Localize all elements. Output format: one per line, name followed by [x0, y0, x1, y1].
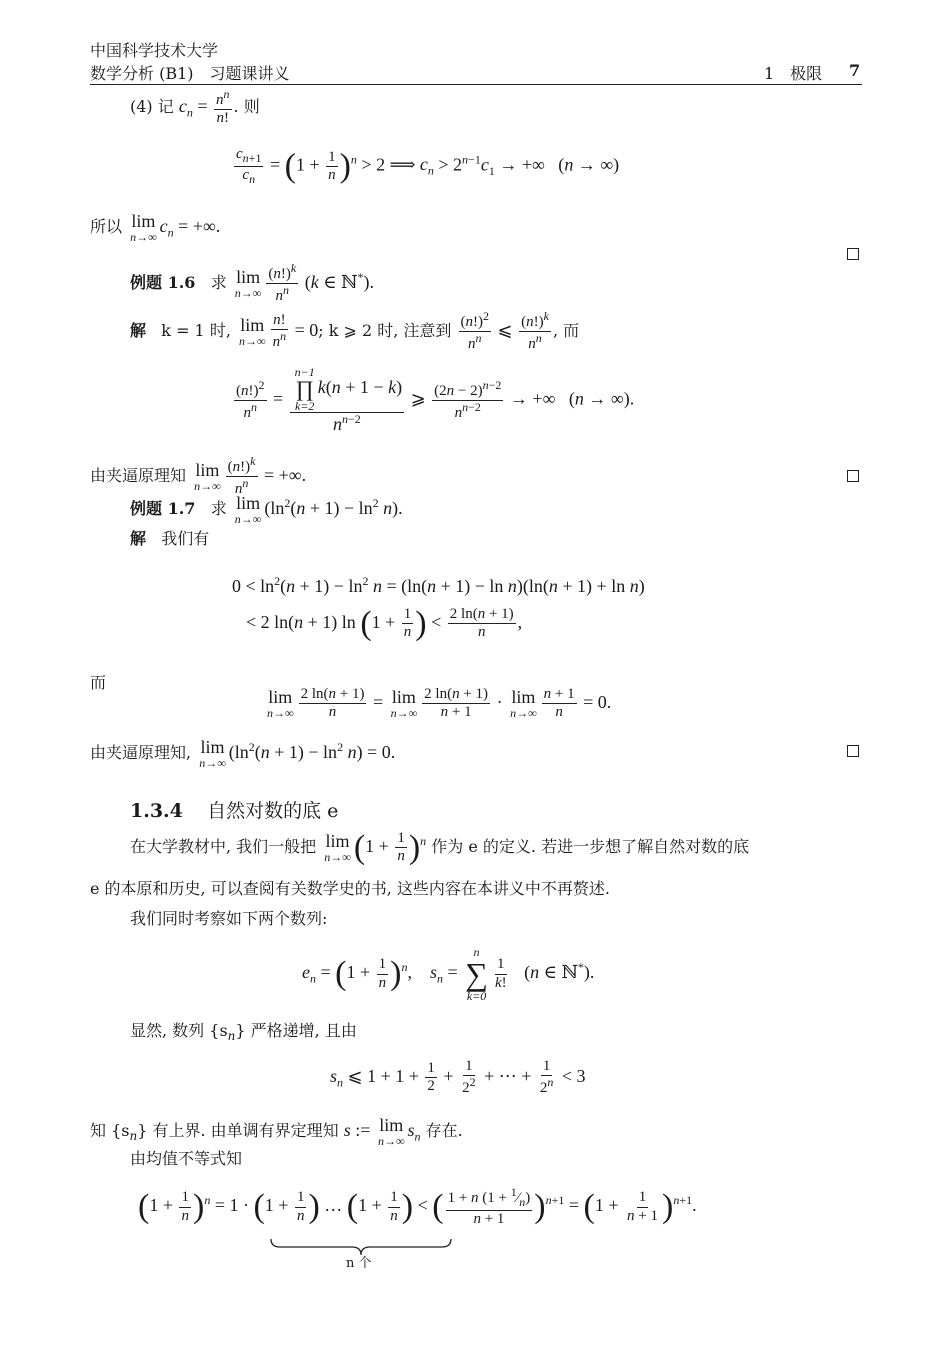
- example-1-7-inequality-line1: $0 < \ln^2(n + 1) - \ln^2 n = (\ln(n + 1) - \ln n)(\ln(n + 1) + \ln n)$: [232, 574, 645, 596]
- qed-box: [847, 745, 859, 757]
- paragraph-3-part-a: 显然, 数列 {s: [130, 1021, 228, 1040]
- item4-conclusion: 所以 lim n→∞ $c_n$ = +∞.: [90, 211, 221, 244]
- section-paragraph-1: 在大学教材中, 我们一般把 lim n→∞ (1 + $\frac{1}{n}$ )$^n$ 作为 e 的定义. 若进一步想了解自然对数的底: [130, 828, 750, 866]
- paragraph-3: 显然, 数列 $\{s_n\}$ 严格递增, 且由: [130, 1021, 357, 1044]
- solution-and: , 而: [552, 320, 580, 340]
- example-1-7-ask: 求: [210, 498, 227, 518]
- example-1-6-conclusion-text: 由夹逼原理知: [90, 465, 187, 485]
- paragraph-3-part-b: } 严格递增, 且由: [235, 1021, 357, 1040]
- section-number: 1.3.4: [130, 800, 183, 822]
- item4-ratio-formula: $\frac{c_{n+1}}{c_n}$ = (1 + $\frac{1}{n}$ )$^n$ > 2 ⟹ $c_n > 2^{n-1}c_1$ → +∞ (n → ∞): [236, 146, 620, 186]
- example-1-6-solution: 解 k = 1 时, lim n→∞ $\frac{n!}{n^n}$ = 0; k ⩾ 2 时, 注意到 $\frac{(n!)^2}{n^n}$ ⩽ $\frac{(n!)^k}{n^n}$ , 而: [130, 309, 580, 353]
- paragraph-4-part-a: 知 {s: [90, 1120, 130, 1140]
- example-1-7-limit-formula: lim n→∞ $\frac{2 \ln(n + 1)}{n}$ = lim n→∞ $\frac{2 \ln(n + 1)}{n + 1}$ · lim n→∞ $\frac{n + 1}{n}$ = 0.: [267, 686, 612, 721]
- example-1-7-inequality-line2: < 2 ln(n + 1) ln (1 + $\frac{1}{n}$ ) < $\frac{2 \ln(n + 1)}{n}$ ,: [246, 604, 523, 642]
- example-1-7-label: 例题 1.7: [130, 498, 196, 518]
- item4-conclusion-text: 所以: [90, 216, 123, 236]
- paragraph-4-part-b: } 有上界. 由单调有界定理知: [137, 1120, 339, 1140]
- qed-box: [847, 470, 859, 482]
- paragraph-1-part-c: e 的本原和历史, 可以查阅有关数学史的书, 这些内容在本讲义中不再赘述.: [90, 879, 610, 898]
- paragraph-1-part-a: 在大学教材中, 我们一般把: [130, 836, 317, 856]
- header-chapter: 1 极限: [764, 64, 823, 83]
- sn-bound-formula: $s_n$ ⩽ 1 + 1 + $\frac{1}{2}$ + $\frac{1}{2^2}$ + ⋯ + $\frac{1}{2^n}$ < 3: [330, 1058, 586, 1097]
- paragraph-1-part-b: 作为 e 的定义. 若进一步想了解自然对数的底: [431, 836, 750, 856]
- solution-case-k2: ; k ⩾ 2 时, 注意到: [318, 320, 452, 340]
- item4-then: . 则: [233, 96, 260, 116]
- example-1-6-ask: 求: [210, 272, 227, 292]
- header-course-title: 数学分析 (B1) 习题课讲义: [90, 64, 290, 83]
- example-1-7-solution: [130, 526, 209, 549]
- underbrace-label: n 个: [346, 1256, 372, 1271]
- solution-text: 我们有: [161, 529, 210, 548]
- item4-lead: (4) 记: [130, 96, 174, 116]
- solution-label: 解: [130, 529, 147, 548]
- example-1-7-statement: 例题 1.7 求 lim n→∞ $(\ln^2(n + 1) - \ln^2 n)$.: [130, 493, 403, 526]
- example-1-6-conclusion: 由夹逼原理知 lim n→∞ $\frac{(n!)^k}{n^n}$ = +∞.: [90, 454, 307, 498]
- item4-def: (4) 记 $c_n$ = $\frac{n^n}{n!}$ . 则: [130, 87, 260, 127]
- solution-label: 解: [130, 320, 147, 340]
- header-rule: [90, 84, 862, 85]
- example-1-7-and: 而: [90, 673, 107, 692]
- paragraph-2: 我们同时考察如下两个数列:: [130, 909, 328, 928]
- sequence-definitions-formula: $e_n = (1$ + $\frac{1}{n}$ )$^n$, $s_n$ = n ∑ k=0 $\frac{1}{k!}$ (n ∈ ℕ*).: [302, 945, 595, 1003]
- section-title: 自然对数的底 e: [207, 800, 339, 822]
- am-gm-formula: (1 + $\frac{1}{n}$ )$^n$ = 1 · (1 + $\frac{1}{n}$ ) … (1 + $\frac{1}{n}$ ) < ( $\frac{1 + n (1 + ^1⁄_n)}{n + 1}$ )$^{n+1}$ = (1 + $\frac{1}{n + 1}$ )$^{n+1}$.: [138, 1185, 697, 1227]
- section-heading: [130, 796, 338, 823]
- qed-box: [847, 248, 859, 260]
- example-1-7-conclusion: 由夹逼原理知, lim n→∞ $(\ln^2(n + 1) - \ln^2 n) = 0$.: [90, 737, 396, 770]
- example-1-6-statement: 例题 1.6 求 lim n→∞ $\frac{(n!)^k}{n^n}$ (k ∈ ℕ*).: [130, 261, 374, 305]
- example-1-6-product-formula: $\frac{(n!)^2}{n^n}$ = n−1 ∏ k=2 k(n + 1 − k) $n^{n-2}$ ⩾ $\frac{(2n - 2)^{n-2}}{n^{n-2}}$ → +∞ (n → ∞).: [236, 365, 635, 434]
- paragraph-4-part-c: 存在.: [425, 1120, 463, 1140]
- solution-case-k1: k = 1 时,: [161, 320, 231, 340]
- paragraph-5: 由均值不等式知: [130, 1149, 243, 1168]
- page-number: 7: [849, 61, 861, 80]
- header-institution: 中国科学技术大学: [90, 41, 219, 60]
- example-1-7-conclusion-text: 由夹逼原理知,: [90, 742, 192, 762]
- paragraph-4: 知 $\{s_n\}$ 有上界. 由单调有界定理知 s := lim n→∞ $s_n$ 存在.: [90, 1115, 463, 1148]
- example-1-6-label: 例题 1.6: [130, 272, 196, 292]
